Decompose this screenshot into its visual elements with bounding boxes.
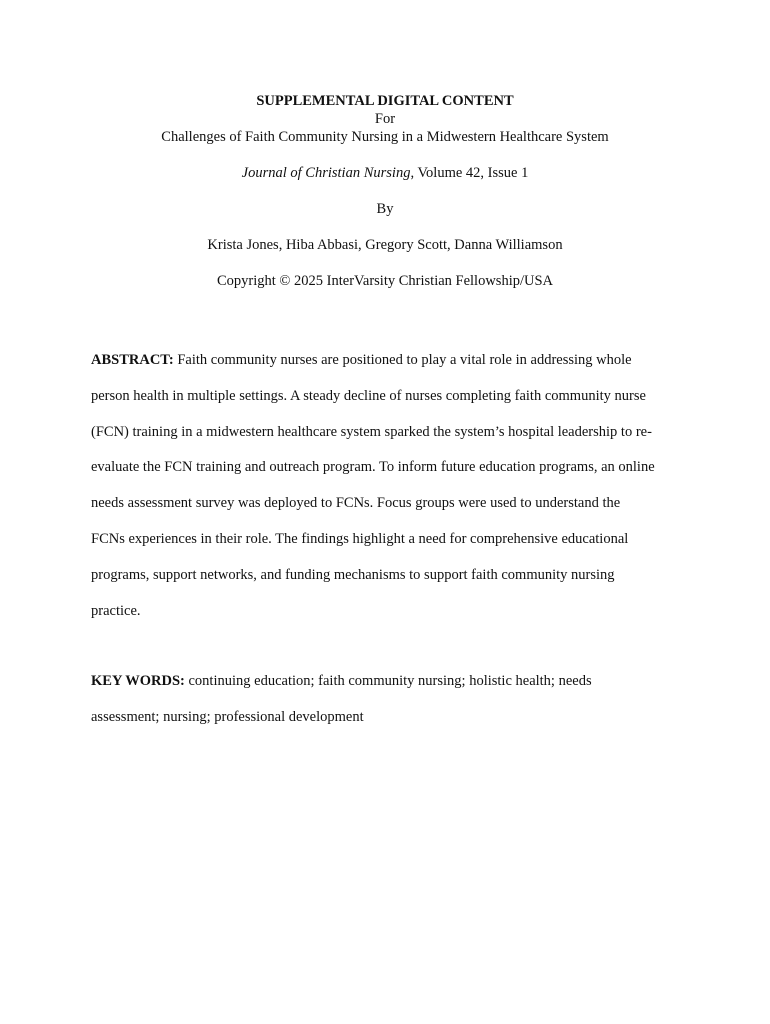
abstract-line: FCNs experiences in their role. The findings highlight a need for comprehensive educational [91,530,629,547]
keywords-line: assessment; nursing; professional development [91,708,364,725]
abstract-line [91,343,691,379]
journal-name: Journal of Christian Nursing [241,165,411,181]
journal-citation [0,164,770,182]
abstract-text: Faith community nurses are positioned to play a vital role in addressing whole [173,352,632,368]
journal-details: , Volume 42, Issue 1 [410,165,529,181]
abstract-line: evaluate the FCN training and outreach program. To inform future education programs, an online [91,459,655,476]
keywords-line [91,664,691,700]
copyright-notice: Copyright © 2025 InterVarsity Christian Fellowship/USA [216,273,554,289]
abstract-line: person health in multiple settings. A steady decline of nurses completing faith community nurse [91,387,646,404]
abstract-line: programs, support networks, and funding mechanisms to support faith community nursing [91,566,615,583]
for-label: For [374,111,396,127]
abstract-section [91,343,691,629]
keywords-text: continuing education; faith community nursing; holistic health; needs [184,673,592,689]
abstract-line: (FCN) training in a midwestern healthcare system sparked the system’s hospital leadership to re- [91,423,652,440]
author-list: Krista Jones, Hiba Abbasi, Gregory Scott, Danna Williamson [207,237,563,253]
abstract-label: ABSTRACT: [91,352,174,368]
document-header [0,92,770,290]
document-title: SUPPLEMENTAL DIGITAL CONTENT [256,93,514,109]
by-label: By [376,201,394,217]
keywords-section [91,664,691,736]
abstract-line: needs assessment survey was deployed to FCNs. Focus groups were used to understand the [91,495,621,512]
keywords-label: KEY WORDS: [91,673,185,689]
abstract-line: practice. [91,602,141,619]
article-title: Challenges of Faith Community Nursing in a Midwestern Healthcare System [161,129,609,145]
